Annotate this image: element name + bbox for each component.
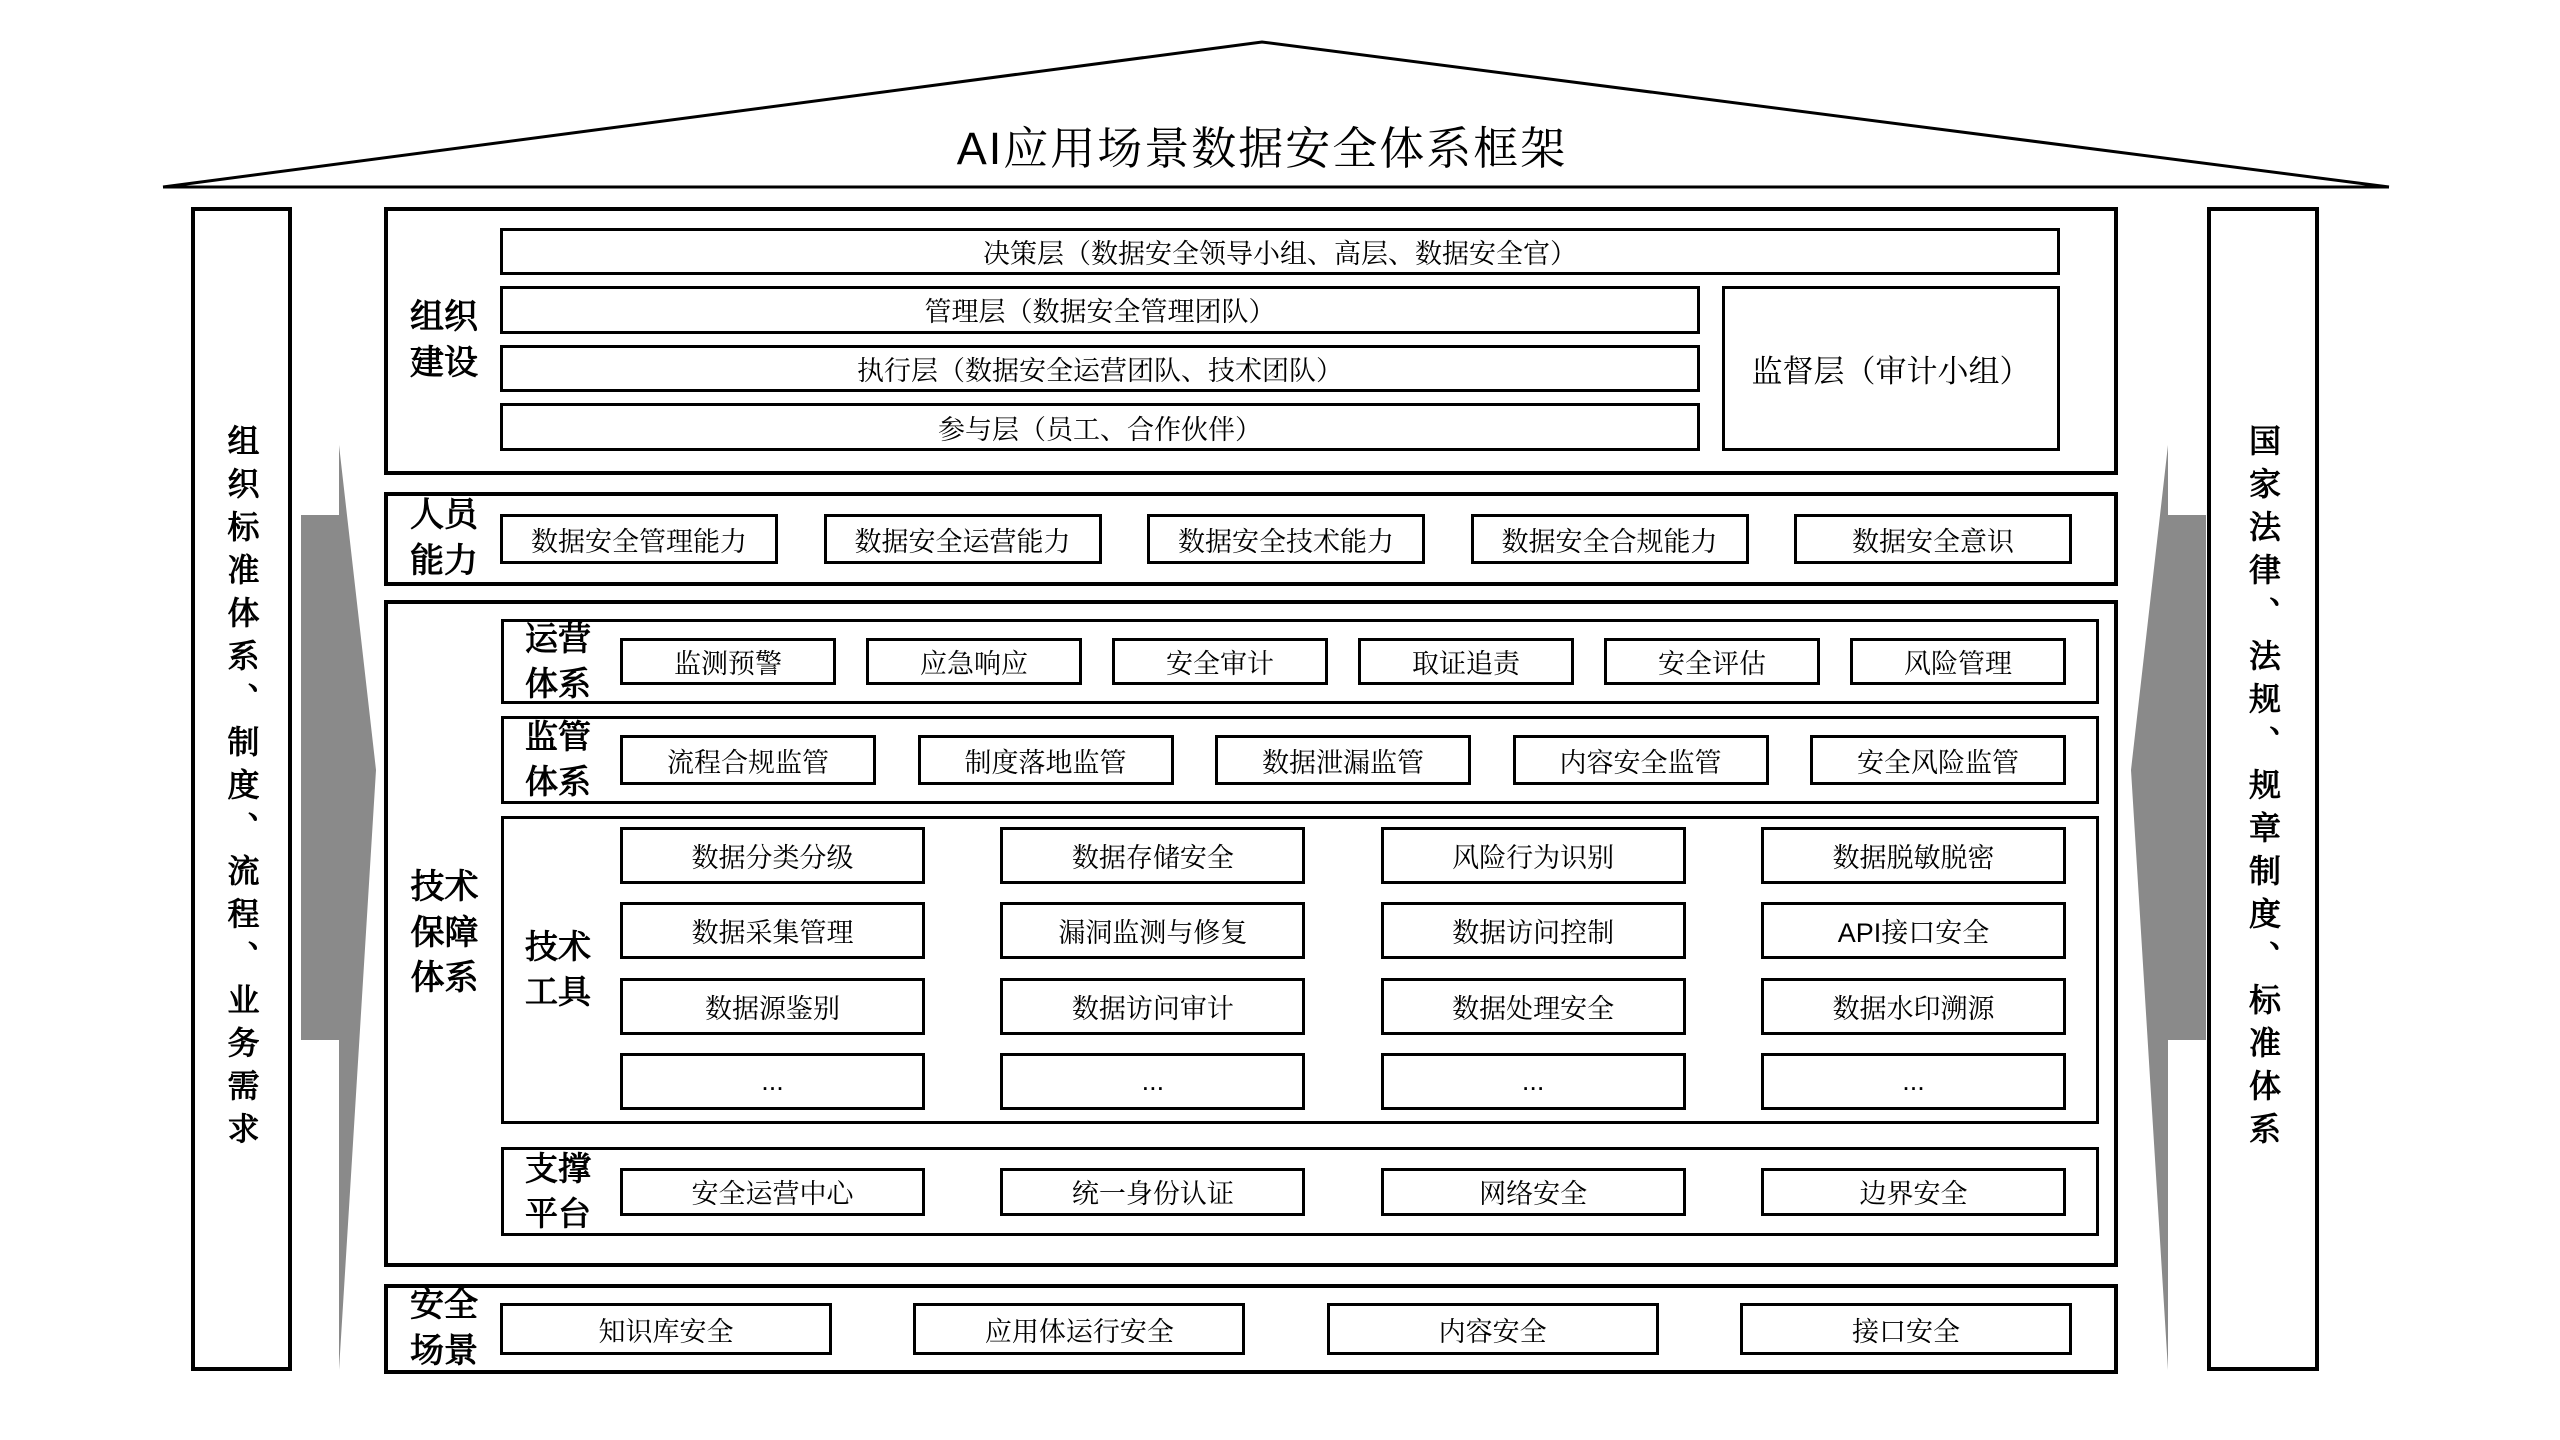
personnel-items <box>500 496 2114 582</box>
tools-grid-row <box>620 978 2066 1035</box>
organization-body <box>500 211 2114 471</box>
personnel-item: 数据安全管理能力 <box>500 514 778 564</box>
scenario-item: 应用体运行安全 <box>913 1303 1245 1355</box>
tool-item-ellipsis: ... <box>620 1053 925 1110</box>
regulation-items <box>612 719 2096 801</box>
operation-item: 应急响应 <box>866 638 1082 685</box>
operation-item: 安全评估 <box>1604 638 1820 685</box>
section-security-scenarios <box>384 1284 2118 1374</box>
scenario-item: 接口安全 <box>1740 1303 2072 1355</box>
operation-item: 监测预警 <box>620 638 836 685</box>
section-organization <box>384 207 2118 475</box>
tool-item: 数据脱敏脱密 <box>1761 827 2066 884</box>
personnel-item: 数据安全合规能力 <box>1471 514 1749 564</box>
tool-item: 风险行为识别 <box>1381 827 1686 884</box>
left-pointing-arrow-icon <box>2124 438 2214 1378</box>
section-scenarios-label: 安全场景 <box>410 1286 478 1370</box>
personnel-item: 数据安全意识 <box>1794 514 2072 564</box>
left-requirements-panel <box>191 207 292 1371</box>
regulation-item: 数据泄漏监管 <box>1215 735 1471 785</box>
org-decision-layer: 决策层（数据安全领导小组、高层、数据安全官） <box>500 228 2060 275</box>
platform-item: 网络安全 <box>1381 1168 1686 1216</box>
org-supervision-layer: 监督层（审计小组） <box>1722 286 2060 451</box>
tool-item: 数据分类分级 <box>620 827 925 884</box>
right-regulations-panel <box>2207 207 2319 1371</box>
tool-item: 漏洞监测与修复 <box>1000 902 1305 959</box>
tool-item: 数据处理安全 <box>1381 978 1686 1035</box>
subsection-regulation-system <box>501 716 2099 804</box>
section-personnel <box>384 492 2118 586</box>
tool-item: 数据访问控制 <box>1381 902 1686 959</box>
left-panel-label: 组织标准体系、制度、流程、业务需求 <box>223 423 260 1155</box>
org-lower-area <box>500 286 2060 451</box>
subsection-tech-tools <box>501 816 2099 1124</box>
tool-item: 数据访问审计 <box>1000 978 1305 1035</box>
tool-item: 数据采集管理 <box>620 902 925 959</box>
section-personnel-label: 人员能力 <box>410 496 478 580</box>
tool-item-ellipsis: ... <box>1381 1053 1686 1110</box>
regulation-system-label: 监管体系 <box>525 718 591 800</box>
tool-item: API接口安全 <box>1761 902 2066 959</box>
tool-item: 数据源鉴别 <box>620 978 925 1035</box>
section-organization-label: 组织建设 <box>410 298 478 382</box>
platform-item: 统一身份认证 <box>1000 1168 1305 1216</box>
tech-tools-grid <box>612 819 2096 1121</box>
operation-system-label: 运营体系 <box>525 619 591 702</box>
personnel-item: 数据安全运营能力 <box>824 514 1102 564</box>
scenario-item: 内容安全 <box>1327 1303 1659 1355</box>
section-tech-assurance-label: 技术保障体系 <box>410 867 479 998</box>
regulation-item: 内容安全监管 <box>1513 735 1769 785</box>
platform-item: 安全运营中心 <box>620 1168 925 1216</box>
tool-item: 数据水印溯源 <box>1761 978 2066 1035</box>
tool-item-ellipsis: ... <box>1000 1053 1305 1110</box>
right-pointing-arrow-icon <box>293 438 383 1378</box>
tech-tools-label: 技术工具 <box>525 928 591 1010</box>
scenario-items <box>500 1288 2114 1370</box>
tools-grid-row <box>620 1053 2066 1110</box>
tech-assurance-body <box>501 604 2114 1263</box>
operation-item: 安全审计 <box>1112 638 1328 685</box>
subsection-operation-system <box>501 619 2099 704</box>
org-participation-layer: 参与层（员工、合作伙伴） <box>500 403 1700 451</box>
org-execution-layer: 执行层（数据安全运营团队、技术团队） <box>500 345 1700 393</box>
regulation-item: 安全风险监管 <box>1810 735 2066 785</box>
tools-grid-row <box>620 902 2066 959</box>
tool-item: 数据存储安全 <box>1000 827 1305 884</box>
support-platform-label: 支撑平台 <box>525 1149 591 1232</box>
right-panel-label: 国家法律、法规、规章制度、标准体系 <box>2245 423 2281 1155</box>
scenario-item: 知识库安全 <box>500 1303 832 1355</box>
tool-item-ellipsis: ... <box>1761 1053 2066 1110</box>
subsection-support-platform <box>501 1147 2099 1236</box>
regulation-item: 流程合规监管 <box>620 735 876 785</box>
operation-items <box>612 622 2096 701</box>
page-title: AI应用场景数据安全体系框架 <box>956 123 1568 174</box>
platform-items <box>612 1150 2096 1233</box>
platform-item: 边界安全 <box>1761 1168 2066 1216</box>
operation-item: 风险管理 <box>1850 638 2066 685</box>
tools-grid-row <box>620 827 2066 884</box>
personnel-item: 数据安全技术能力 <box>1147 514 1425 564</box>
section-tech-assurance <box>384 600 2118 1267</box>
regulation-item: 制度落地监管 <box>918 735 1174 785</box>
org-management-layer: 管理层（数据安全管理团队） <box>500 286 1700 334</box>
org-layer-rows <box>500 286 1700 451</box>
operation-item: 取证追责 <box>1358 638 1574 685</box>
